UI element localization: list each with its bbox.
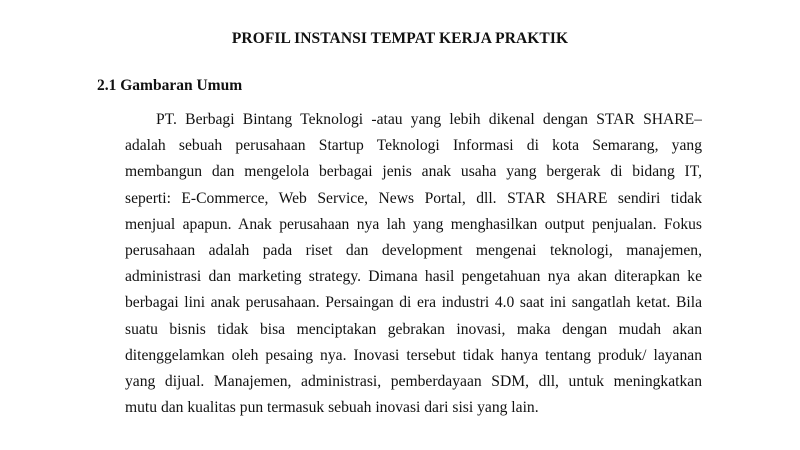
paragraph-line: yang dijual. Manajemen, administrasi, pemberdayaan SDM, dll, untuk meningkatkan [125,372,702,390]
paragraph-line: membangun dan mengelola berbagai jenis anak usaha yang bergerak di bidang IT, [125,163,702,181]
paragraph-line: suatu bisnis tidak bisa menciptakan gebrakan inovasi, maka dengan mudah akan [125,320,702,338]
body-paragraph [125,107,702,421]
paragraph-line: mutu dan kualitas pun termasuk sebuah inovasi dari sisi yang lain. [125,399,539,417]
paragraph-line: berbagai lini anak perusahaan. Persaingan di era industri 4.0 saat ini sangatlah ketat. Bila [125,294,702,312]
paragraph-line: ditenggelamkan oleh pesaing nya. Inovasi tersebut tidak hanya tentang produk/ layanan [125,346,702,364]
paragraph-line: administrasi dan marketing strategy. Dimana hasil pengetahuan nya akan diterapkan ke [125,268,702,286]
section-heading: 2.1 Gambaran Umum [97,77,243,94]
paragraph-line: PT. Berbagi Bintang Teknologi -atau yang lebih dikenal dengan STAR SHARE– [156,111,702,128]
page-title: PROFIL INSTANSI TEMPAT KERJA PRAKTIK [231,30,569,47]
paragraph-line: seperti: E-Commerce, Web Service, News Portal, dll. STAR SHARE sendiri tidak [125,189,702,207]
paragraph-line: adalah sebuah perusahaan Startup Teknologi Informasi di kota Semarang, yang [125,137,702,155]
paragraph-line: perusahaan adalah pada riset dan development mengenai teknologi, manajemen, [125,241,702,259]
paragraph-line: menjual apapun. Anak perusahaan nya lah yang menghasilkan output penjualan. Fokus [125,215,702,233]
